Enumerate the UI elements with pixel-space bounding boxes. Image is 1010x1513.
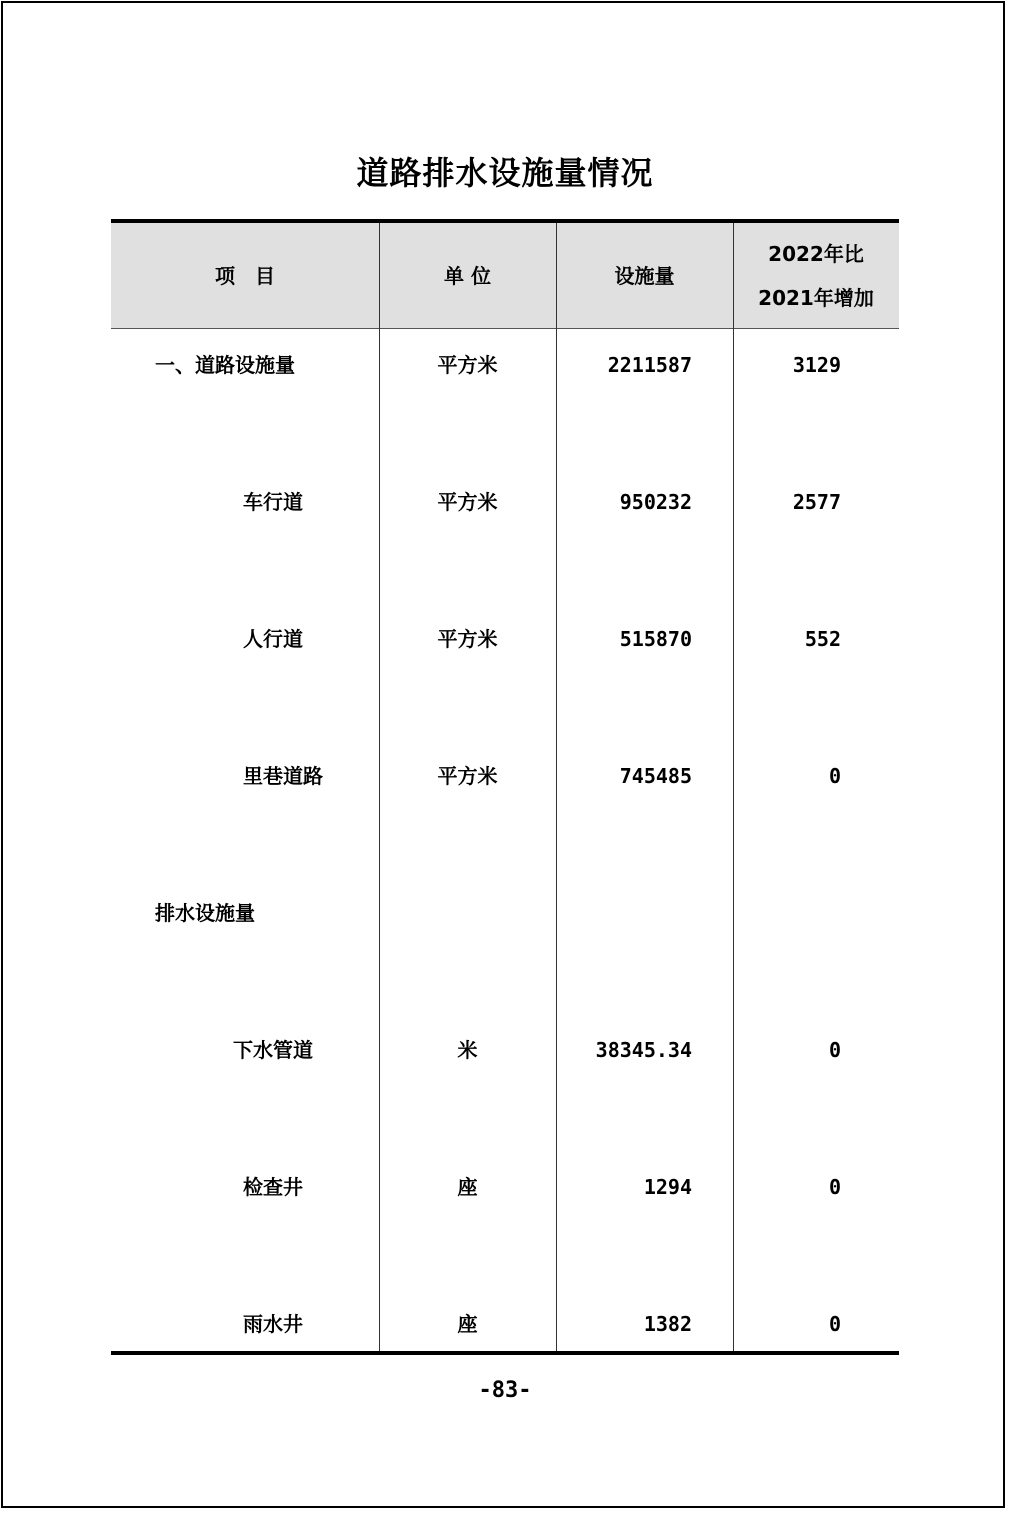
row-unit: 平方米: [437, 627, 498, 651]
row-quantity: 1382: [643, 1312, 692, 1336]
row-item: 一、道路设施量: [155, 353, 295, 377]
table-row: [111, 345, 899, 385]
row-unit: 平方米: [437, 764, 498, 788]
row-quantity: 2211587: [607, 353, 692, 377]
table-row: [111, 619, 899, 659]
row-increase: 0: [828, 1312, 841, 1336]
header-unit: 单 位: [444, 264, 491, 288]
row-increase: 0: [828, 764, 841, 788]
table-row: [111, 1030, 899, 1070]
row-item: 排水设施量: [155, 901, 255, 925]
row-quantity: 950232: [619, 490, 692, 514]
row-item: 人行道: [243, 627, 303, 651]
row-quantity: 1294: [643, 1175, 692, 1199]
table-row: [111, 1167, 899, 1207]
row-increase: 2577: [792, 490, 841, 514]
page-title: 道路排水设施量情况: [356, 154, 654, 192]
row-increase: [734, 893, 841, 933]
table-row: [111, 1304, 899, 1344]
header-increase-line1: 2022年比: [768, 242, 864, 266]
row-increase: 552: [804, 627, 841, 651]
facility-table: [111, 219, 899, 1355]
table-header: [111, 223, 899, 329]
header-item: 项 目: [215, 264, 275, 288]
row-unit: 平方米: [437, 490, 498, 514]
row-unit: [379, 893, 556, 933]
row-unit: 座: [457, 1312, 478, 1336]
row-increase: 0: [828, 1175, 841, 1199]
row-item: 下水管道: [233, 1038, 313, 1062]
header-increase-line2: 2021年增加: [758, 286, 874, 310]
row-item: 车行道: [243, 490, 303, 514]
row-quantity: 38345.34: [595, 1038, 692, 1062]
table-row: [111, 893, 899, 933]
row-increase: 3129: [792, 353, 841, 377]
row-item: 里巷道路: [243, 764, 323, 788]
row-item: 雨水井: [243, 1312, 303, 1336]
row-unit: 平方米: [437, 353, 498, 377]
row-unit: 米: [457, 1038, 478, 1062]
page-number: -83-: [478, 1378, 532, 1403]
row-quantity: 745485: [619, 764, 692, 788]
row-unit: 座: [457, 1175, 478, 1199]
row-quantity: [557, 893, 692, 933]
row-increase: 0: [828, 1038, 841, 1062]
table-row: [111, 482, 899, 522]
table-row: [111, 756, 899, 796]
row-item: 检查井: [243, 1175, 303, 1199]
header-quantity: 设施量: [614, 264, 675, 288]
header-increase: [733, 223, 899, 329]
row-quantity: 515870: [619, 627, 692, 651]
